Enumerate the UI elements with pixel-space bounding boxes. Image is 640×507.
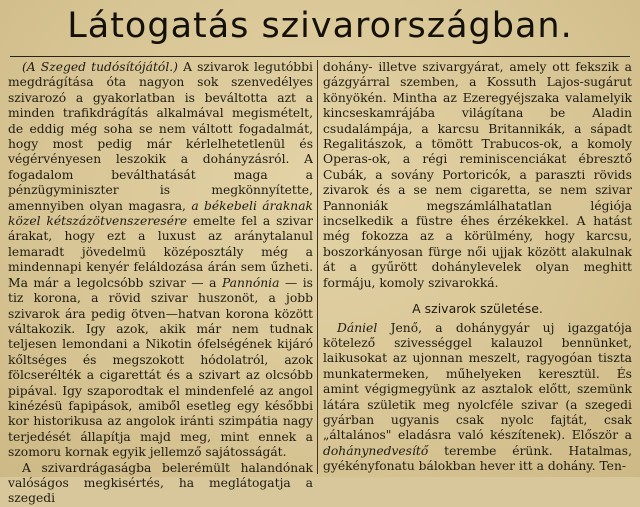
- paragraph-factory: dohány- illetve szivargyárat, amely ott fekszik a gázgyárral szemben, a Kossuth Lajos-sugárut könyökén. Mintha az Ezeregyéjszaka valamelyik kincseskamrájába világítana be Aladin csudalámpája, a karcsu Britannikák, a sápadt Regalitászok, a tömött Trabucos-ok, a komoly Operas-ok, a régi reminiscenciákat ébresztő Cubák, a sovány Portoricók, a paraszti rövids zivarok és a se nem cigaretta, se nem szivar Pannoniák megszámlálhatatlan légiója incselkedik a füstre éhes érzékekkel. A hatást még fokozza az a körülmény, hogy karcsu, boszorkányosan fürge női ujjak között alakulnak át a gyűrött dohánylevelek olyan meghitt formáju, komoly szivarokká.: [323, 60, 632, 290]
- emphasis-text: Dániel: [337, 320, 378, 335]
- text-run: emelte fel a szivar árakat, hogy ezt a luxust az aránytalanul lemaradt jövedelmü középosztály még a mindennapi kenyér feláldozása árán sem űzheti. Ma már a legolcsóbb szivar — a: [8, 214, 313, 290]
- right-column: [323, 60, 632, 474]
- emphasis-text: Pannónia: [221, 275, 280, 290]
- emphasis-text: dohánynedvesítő: [323, 443, 429, 458]
- article-headline: Látogatás szivarországban.: [67, 6, 573, 46]
- headline-rule: [10, 56, 630, 57]
- section-subhead: A szivarok születése.: [412, 301, 543, 317]
- paragraph-birth: [323, 321, 632, 475]
- text-run: A szivarok legutóbbi megdrágítása óta nagyon sok szenvedélyes szivarozó a gyakorlatban is beváltotta azt a minden trafikdrágítás alkalmával megismételt, de eddig még soha se nem váltott fogadalmát, hogy most pedig már kérlelhetetlenül és végérvényesen leszokik a dohányzásról. A fogadalom beválthatását maga a pénzügyminiszter is megkönnyítette, amennyiben olyan magasra,: [8, 60, 313, 213]
- left-column: [8, 60, 313, 506]
- text-run: terembe érünk. Hatalmas, gyékényfonatu bálokban hever itt a dohány. Ten-: [323, 443, 632, 474]
- source-credit: (A Szeged tudósítójától.): [22, 60, 178, 74]
- emphasis-text: a békebeli áraknak közel kétszázötvenszeresére: [8, 198, 313, 229]
- paragraph-visit: A szivardrágaságba belerémült halandónak valóságos megkisértés, ha meglátogatja a szegedi: [8, 460, 313, 506]
- column-divider: [317, 60, 318, 474]
- text-run: — is tiz korona, a rövid szivar huszonöt, a jobb szivarok ára pedig ötven—hatvan korona között váltakozik. Igy azok, akik már nem tudnak teljesen lemondani a Nikotin ófelségének kijáró kőltséges és megszokott hódolatról, azok fölcserélték a cigarettát és a szivart az olcsóbb pipával. Igy szaporodtak el mindenfelé az angol kinézésü fapipások, amiből esetleg egy későbbi kor historikusa az angolok iránti szimpátia nagy terjedését állapítja majd meg, mint ennek a szomoru kornak egyik jellemző sajátosságát.: [8, 275, 313, 460]
- paragraph-intro: [8, 60, 313, 461]
- text-run: Jenő, a dohánygyár uj igazgatója kötelező szivességgel kalauzol bennünket, laikusokat az ujonnan meszelt, ragyogóan tiszta munkatermeken, műhelyeken keresztül. És amint végigmegyünk az asztalok előtt, szemünk látára születik meg nyolcféle szivar (a szegedi gyárban ugyanis csak nyolc fajtát, csak „általános" eladásra való készítenek). Először a: [323, 320, 632, 443]
